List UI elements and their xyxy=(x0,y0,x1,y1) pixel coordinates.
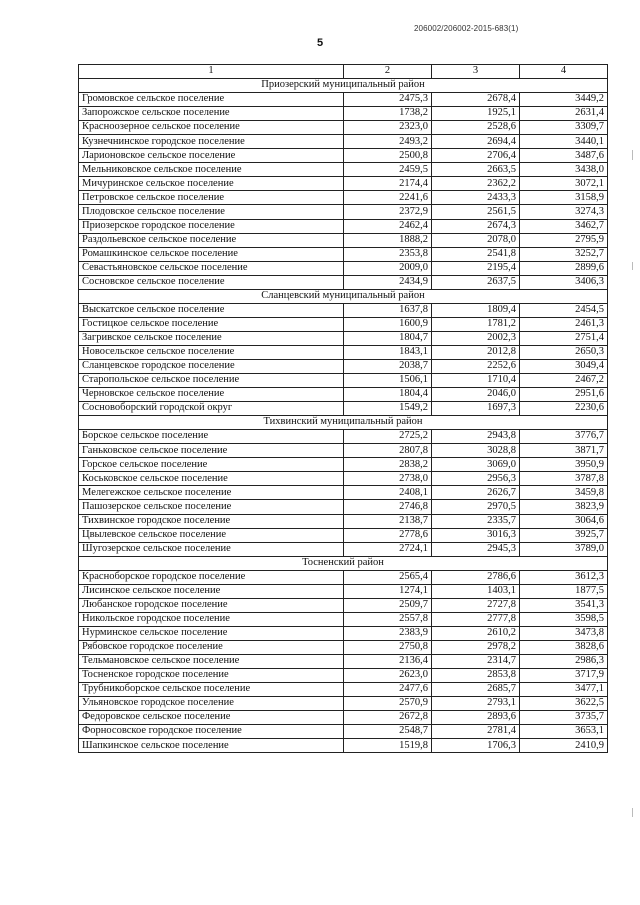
table-row xyxy=(79,149,608,163)
value-col-3: 2781,4 xyxy=(432,725,520,739)
value-col-4: 3487,6 xyxy=(520,149,608,163)
value-col-2: 2807,8 xyxy=(344,444,432,458)
page-number: 5 xyxy=(316,37,324,49)
table-row xyxy=(79,219,608,233)
column-header: 1 xyxy=(79,65,344,79)
settlement-name: Плодовское сельское поселение xyxy=(79,205,344,219)
value-col-2: 2459,5 xyxy=(344,163,432,177)
settlement-name: Тосненское городское поселение xyxy=(79,669,344,683)
table-row xyxy=(79,345,608,359)
value-col-3: 2786,6 xyxy=(432,570,520,584)
table-row xyxy=(79,261,608,275)
settlement-name: Трубникоборское сельское поселение xyxy=(79,683,344,697)
value-col-2: 2477,6 xyxy=(344,683,432,697)
value-col-3: 3069,0 xyxy=(432,458,520,472)
settlement-name: Тельмановское сельское поселение xyxy=(79,654,344,668)
value-col-3: 2528,6 xyxy=(432,121,520,135)
settlement-name: Пашозерское сельское поселение xyxy=(79,500,344,514)
settlement-name: Старопольское сельское поселение xyxy=(79,374,344,388)
value-col-3: 2078,0 xyxy=(432,233,520,247)
value-col-4: 2795,9 xyxy=(520,233,608,247)
table-row xyxy=(79,247,608,261)
value-col-4: 3787,8 xyxy=(520,472,608,486)
value-col-4: 2899,6 xyxy=(520,261,608,275)
value-col-4: 3950,9 xyxy=(520,458,608,472)
value-col-2: 1738,2 xyxy=(344,107,432,121)
value-col-3: 1697,3 xyxy=(432,402,520,416)
value-col-4: 3274,3 xyxy=(520,205,608,219)
settlement-name: Лисинское сельское поселение xyxy=(79,584,344,598)
value-col-2: 1804,4 xyxy=(344,388,432,402)
settlement-name: Федоровское сельское поселение xyxy=(79,711,344,725)
value-col-2: 1506,1 xyxy=(344,374,432,388)
value-col-4: 3438,0 xyxy=(520,163,608,177)
value-col-3: 2970,5 xyxy=(432,500,520,514)
document-code: 206002/206002-2015-683(1) xyxy=(414,24,519,33)
settlement-name: Сланцевское городское поселение xyxy=(79,359,344,373)
value-col-3: 2362,2 xyxy=(432,177,520,191)
value-col-4: 3473,8 xyxy=(520,626,608,640)
value-col-4: 3459,8 xyxy=(520,486,608,500)
value-col-3: 2945,3 xyxy=(432,542,520,556)
scan-edge-mark xyxy=(632,808,633,817)
section-header-row xyxy=(79,556,608,570)
value-col-4: 3871,7 xyxy=(520,444,608,458)
value-col-4: 3072,1 xyxy=(520,177,608,191)
column-header: 3 xyxy=(432,65,520,79)
settlement-name: Черновское сельское поселение xyxy=(79,388,344,402)
value-col-2: 1274,1 xyxy=(344,584,432,598)
settlement-name: Нурминское сельское поселение xyxy=(79,626,344,640)
value-col-2: 2570,9 xyxy=(344,697,432,711)
settlement-name: Ульяновское городское поселение xyxy=(79,697,344,711)
value-col-3: 2978,2 xyxy=(432,640,520,654)
value-col-2: 2383,9 xyxy=(344,626,432,640)
settlement-name: Любанское городское поселение xyxy=(79,598,344,612)
value-col-4: 2951,6 xyxy=(520,388,608,402)
value-col-2: 2038,7 xyxy=(344,359,432,373)
value-col-3: 2637,5 xyxy=(432,275,520,289)
table-row xyxy=(79,430,608,444)
value-col-2: 2500,8 xyxy=(344,149,432,163)
section-title: Сланцевский муниципальный район xyxy=(79,289,608,303)
value-col-4: 3477,1 xyxy=(520,683,608,697)
value-col-4: 2230,6 xyxy=(520,402,608,416)
table-row xyxy=(79,402,608,416)
value-col-4: 2461,3 xyxy=(520,317,608,331)
value-col-2: 2750,8 xyxy=(344,640,432,654)
value-col-4: 3309,7 xyxy=(520,121,608,135)
value-col-4: 3598,5 xyxy=(520,612,608,626)
value-col-3: 2678,4 xyxy=(432,93,520,107)
data-table xyxy=(78,64,608,753)
value-col-4: 3449,2 xyxy=(520,93,608,107)
section-title: Приозерский муниципальный район xyxy=(79,79,608,93)
value-col-3: 3028,8 xyxy=(432,444,520,458)
table-row xyxy=(79,163,608,177)
settlement-name: Громовское сельское поселение xyxy=(79,93,344,107)
table-row xyxy=(79,444,608,458)
settlement-name: Коськовское сельское поселение xyxy=(79,472,344,486)
table-row xyxy=(79,669,608,683)
value-col-2: 1888,2 xyxy=(344,233,432,247)
value-col-4: 2751,4 xyxy=(520,331,608,345)
table-row xyxy=(79,388,608,402)
settlement-name: Мельниковское сельское поселение xyxy=(79,163,344,177)
section-header-row xyxy=(79,289,608,303)
settlement-name: Шугозерское сельское поселение xyxy=(79,542,344,556)
value-col-2: 2548,7 xyxy=(344,725,432,739)
table-row xyxy=(79,317,608,331)
value-col-2: 2136,4 xyxy=(344,654,432,668)
section-title: Тихвинский муниципальный район xyxy=(79,416,608,430)
value-col-4: 3064,6 xyxy=(520,514,608,528)
settlement-name: Ромашкинское сельское поселение xyxy=(79,247,344,261)
value-col-2: 2408,1 xyxy=(344,486,432,500)
value-col-2: 2241,6 xyxy=(344,191,432,205)
value-col-2: 2725,2 xyxy=(344,430,432,444)
table-row xyxy=(79,697,608,711)
table-row xyxy=(79,612,608,626)
value-col-2: 2353,8 xyxy=(344,247,432,261)
value-col-3: 2663,5 xyxy=(432,163,520,177)
value-col-2: 1804,7 xyxy=(344,331,432,345)
value-col-2: 2323,0 xyxy=(344,121,432,135)
value-col-2: 1519,8 xyxy=(344,739,432,753)
settlement-name: Красноозерное сельское поселение xyxy=(79,121,344,135)
value-col-3: 2002,3 xyxy=(432,331,520,345)
table-row xyxy=(79,683,608,697)
value-col-3: 2610,2 xyxy=(432,626,520,640)
section-header-row xyxy=(79,79,608,93)
value-col-3: 2433,3 xyxy=(432,191,520,205)
settlement-name: Рябовское городское поселение xyxy=(79,640,344,654)
table-row xyxy=(79,93,608,107)
value-col-2: 2174,4 xyxy=(344,177,432,191)
value-col-3: 1925,1 xyxy=(432,107,520,121)
table-row xyxy=(79,303,608,317)
value-col-4: 3653,1 xyxy=(520,725,608,739)
settlement-name: Ларионовское сельское поселение xyxy=(79,149,344,163)
table-row xyxy=(79,725,608,739)
value-col-2: 2462,4 xyxy=(344,219,432,233)
value-col-2: 2009,0 xyxy=(344,261,432,275)
value-col-2: 1843,1 xyxy=(344,345,432,359)
settlement-name: Мелегежское сельское поселение xyxy=(79,486,344,500)
value-col-3: 2335,7 xyxy=(432,514,520,528)
value-col-4: 3049,4 xyxy=(520,359,608,373)
value-col-3: 2046,0 xyxy=(432,388,520,402)
value-col-3: 2195,4 xyxy=(432,261,520,275)
value-col-3: 2314,7 xyxy=(432,654,520,668)
section-header-row xyxy=(79,416,608,430)
value-col-2: 2557,8 xyxy=(344,612,432,626)
value-col-3: 2777,8 xyxy=(432,612,520,626)
value-col-2: 1600,9 xyxy=(344,317,432,331)
value-col-4: 2454,5 xyxy=(520,303,608,317)
value-col-3: 2943,8 xyxy=(432,430,520,444)
value-col-2: 2746,8 xyxy=(344,500,432,514)
settlement-name: Тихвинское городское поселение xyxy=(79,514,344,528)
table-row xyxy=(79,598,608,612)
table-row xyxy=(79,739,608,753)
value-col-4: 3823,9 xyxy=(520,500,608,514)
value-col-3: 2956,3 xyxy=(432,472,520,486)
settlement-name: Мичуринское сельское поселение xyxy=(79,177,344,191)
value-col-4: 3612,3 xyxy=(520,570,608,584)
value-col-3: 2674,3 xyxy=(432,219,520,233)
value-col-2: 2672,8 xyxy=(344,711,432,725)
value-col-2: 2475,3 xyxy=(344,93,432,107)
table-row xyxy=(79,486,608,500)
value-col-3: 2252,6 xyxy=(432,359,520,373)
section-title: Тосненский район xyxy=(79,556,608,570)
table-row xyxy=(79,711,608,725)
value-col-4: 2467,2 xyxy=(520,374,608,388)
value-col-2: 2434,9 xyxy=(344,275,432,289)
table-row xyxy=(79,640,608,654)
settlement-name: Цвылевское сельское поселение xyxy=(79,528,344,542)
value-col-3: 2727,8 xyxy=(432,598,520,612)
value-col-4: 2650,3 xyxy=(520,345,608,359)
value-col-3: 2694,4 xyxy=(432,135,520,149)
value-col-2: 2565,4 xyxy=(344,570,432,584)
value-col-3: 2012,8 xyxy=(432,345,520,359)
value-col-3: 3016,3 xyxy=(432,528,520,542)
table-row xyxy=(79,233,608,247)
value-col-3: 2853,8 xyxy=(432,669,520,683)
value-col-3: 2685,7 xyxy=(432,683,520,697)
value-col-4: 1877,5 xyxy=(520,584,608,598)
value-col-2: 1637,8 xyxy=(344,303,432,317)
table-row xyxy=(79,472,608,486)
value-col-4: 3776,7 xyxy=(520,430,608,444)
table-row xyxy=(79,458,608,472)
value-col-4: 3440,1 xyxy=(520,135,608,149)
table-row xyxy=(79,570,608,584)
value-col-2: 2138,7 xyxy=(344,514,432,528)
table-row xyxy=(79,177,608,191)
settlement-name: Борское сельское поселение xyxy=(79,430,344,444)
settlement-name: Гостицкое сельское поселение xyxy=(79,317,344,331)
value-col-2: 2623,0 xyxy=(344,669,432,683)
table-row xyxy=(79,654,608,668)
value-col-3: 2561,5 xyxy=(432,205,520,219)
value-col-2: 2724,1 xyxy=(344,542,432,556)
settlement-name: Горское сельское поселение xyxy=(79,458,344,472)
value-col-4: 3541,3 xyxy=(520,598,608,612)
table-body xyxy=(79,79,608,753)
settlement-name: Новосельское сельское поселение xyxy=(79,345,344,359)
table-row xyxy=(79,191,608,205)
value-col-3: 1781,2 xyxy=(432,317,520,331)
value-col-3: 1403,1 xyxy=(432,584,520,598)
value-col-3: 1809,4 xyxy=(432,303,520,317)
value-col-4: 3735,7 xyxy=(520,711,608,725)
settlement-name: Севастьяновское сельское поселение xyxy=(79,261,344,275)
settlement-name: Шапкинское сельское поселение xyxy=(79,739,344,753)
value-col-2: 2738,0 xyxy=(344,472,432,486)
scan-edge-mark xyxy=(632,150,633,160)
settlement-name: Запорожское сельское поселение xyxy=(79,107,344,121)
value-col-3: 2706,4 xyxy=(432,149,520,163)
value-col-3: 1710,4 xyxy=(432,374,520,388)
table-row xyxy=(79,107,608,121)
settlement-name: Кузнечнинское городское поселение xyxy=(79,135,344,149)
value-col-2: 2509,7 xyxy=(344,598,432,612)
value-col-4: 3717,9 xyxy=(520,669,608,683)
settlement-name: Петровское сельское поселение xyxy=(79,191,344,205)
value-col-3: 2793,1 xyxy=(432,697,520,711)
value-col-4: 3925,7 xyxy=(520,528,608,542)
table-row xyxy=(79,121,608,135)
value-col-4: 3158,9 xyxy=(520,191,608,205)
value-col-4: 3462,7 xyxy=(520,219,608,233)
column-header: 4 xyxy=(520,65,608,79)
value-col-4: 2410,9 xyxy=(520,739,608,753)
table-row xyxy=(79,542,608,556)
table-row xyxy=(79,500,608,514)
scan-edge-mark xyxy=(632,262,633,270)
settlement-name: Раздольевское сельское поселение xyxy=(79,233,344,247)
settlement-name: Загривское сельское поселение xyxy=(79,331,344,345)
table-row xyxy=(79,626,608,640)
value-col-2: 1549,2 xyxy=(344,402,432,416)
settlement-name: Выскатское сельское поселение xyxy=(79,303,344,317)
value-col-3: 2626,7 xyxy=(432,486,520,500)
column-header: 2 xyxy=(344,65,432,79)
settlement-name: Сосновское сельское поселение xyxy=(79,275,344,289)
table-row xyxy=(79,514,608,528)
value-col-4: 3622,5 xyxy=(520,697,608,711)
value-col-2: 2372,9 xyxy=(344,205,432,219)
table-row xyxy=(79,528,608,542)
table-row xyxy=(79,374,608,388)
value-col-4: 3252,7 xyxy=(520,247,608,261)
settlement-name: Сосновоборский городской округ xyxy=(79,402,344,416)
table-row xyxy=(79,584,608,598)
table-row xyxy=(79,135,608,149)
value-col-2: 2493,2 xyxy=(344,135,432,149)
table-row xyxy=(79,331,608,345)
table-row xyxy=(79,275,608,289)
settlement-name: Ганьковское сельское поселение xyxy=(79,444,344,458)
value-col-2: 2838,2 xyxy=(344,458,432,472)
table-header-row xyxy=(79,65,608,79)
settlement-name: Приозерское городское поселение xyxy=(79,219,344,233)
value-col-3: 2541,8 xyxy=(432,247,520,261)
settlement-name: Форносовское городское поселение xyxy=(79,725,344,739)
value-col-3: 2893,6 xyxy=(432,711,520,725)
value-col-4: 2986,3 xyxy=(520,654,608,668)
settlement-name: Красноборское городское поселение xyxy=(79,570,344,584)
table-row xyxy=(79,205,608,219)
value-col-4: 2631,4 xyxy=(520,107,608,121)
settlement-name: Никольское городское поселение xyxy=(79,612,344,626)
value-col-4: 3828,6 xyxy=(520,640,608,654)
table-row xyxy=(79,359,608,373)
value-col-2: 2778,6 xyxy=(344,528,432,542)
value-col-4: 3789,0 xyxy=(520,542,608,556)
value-col-3: 1706,3 xyxy=(432,739,520,753)
value-col-4: 3406,3 xyxy=(520,275,608,289)
